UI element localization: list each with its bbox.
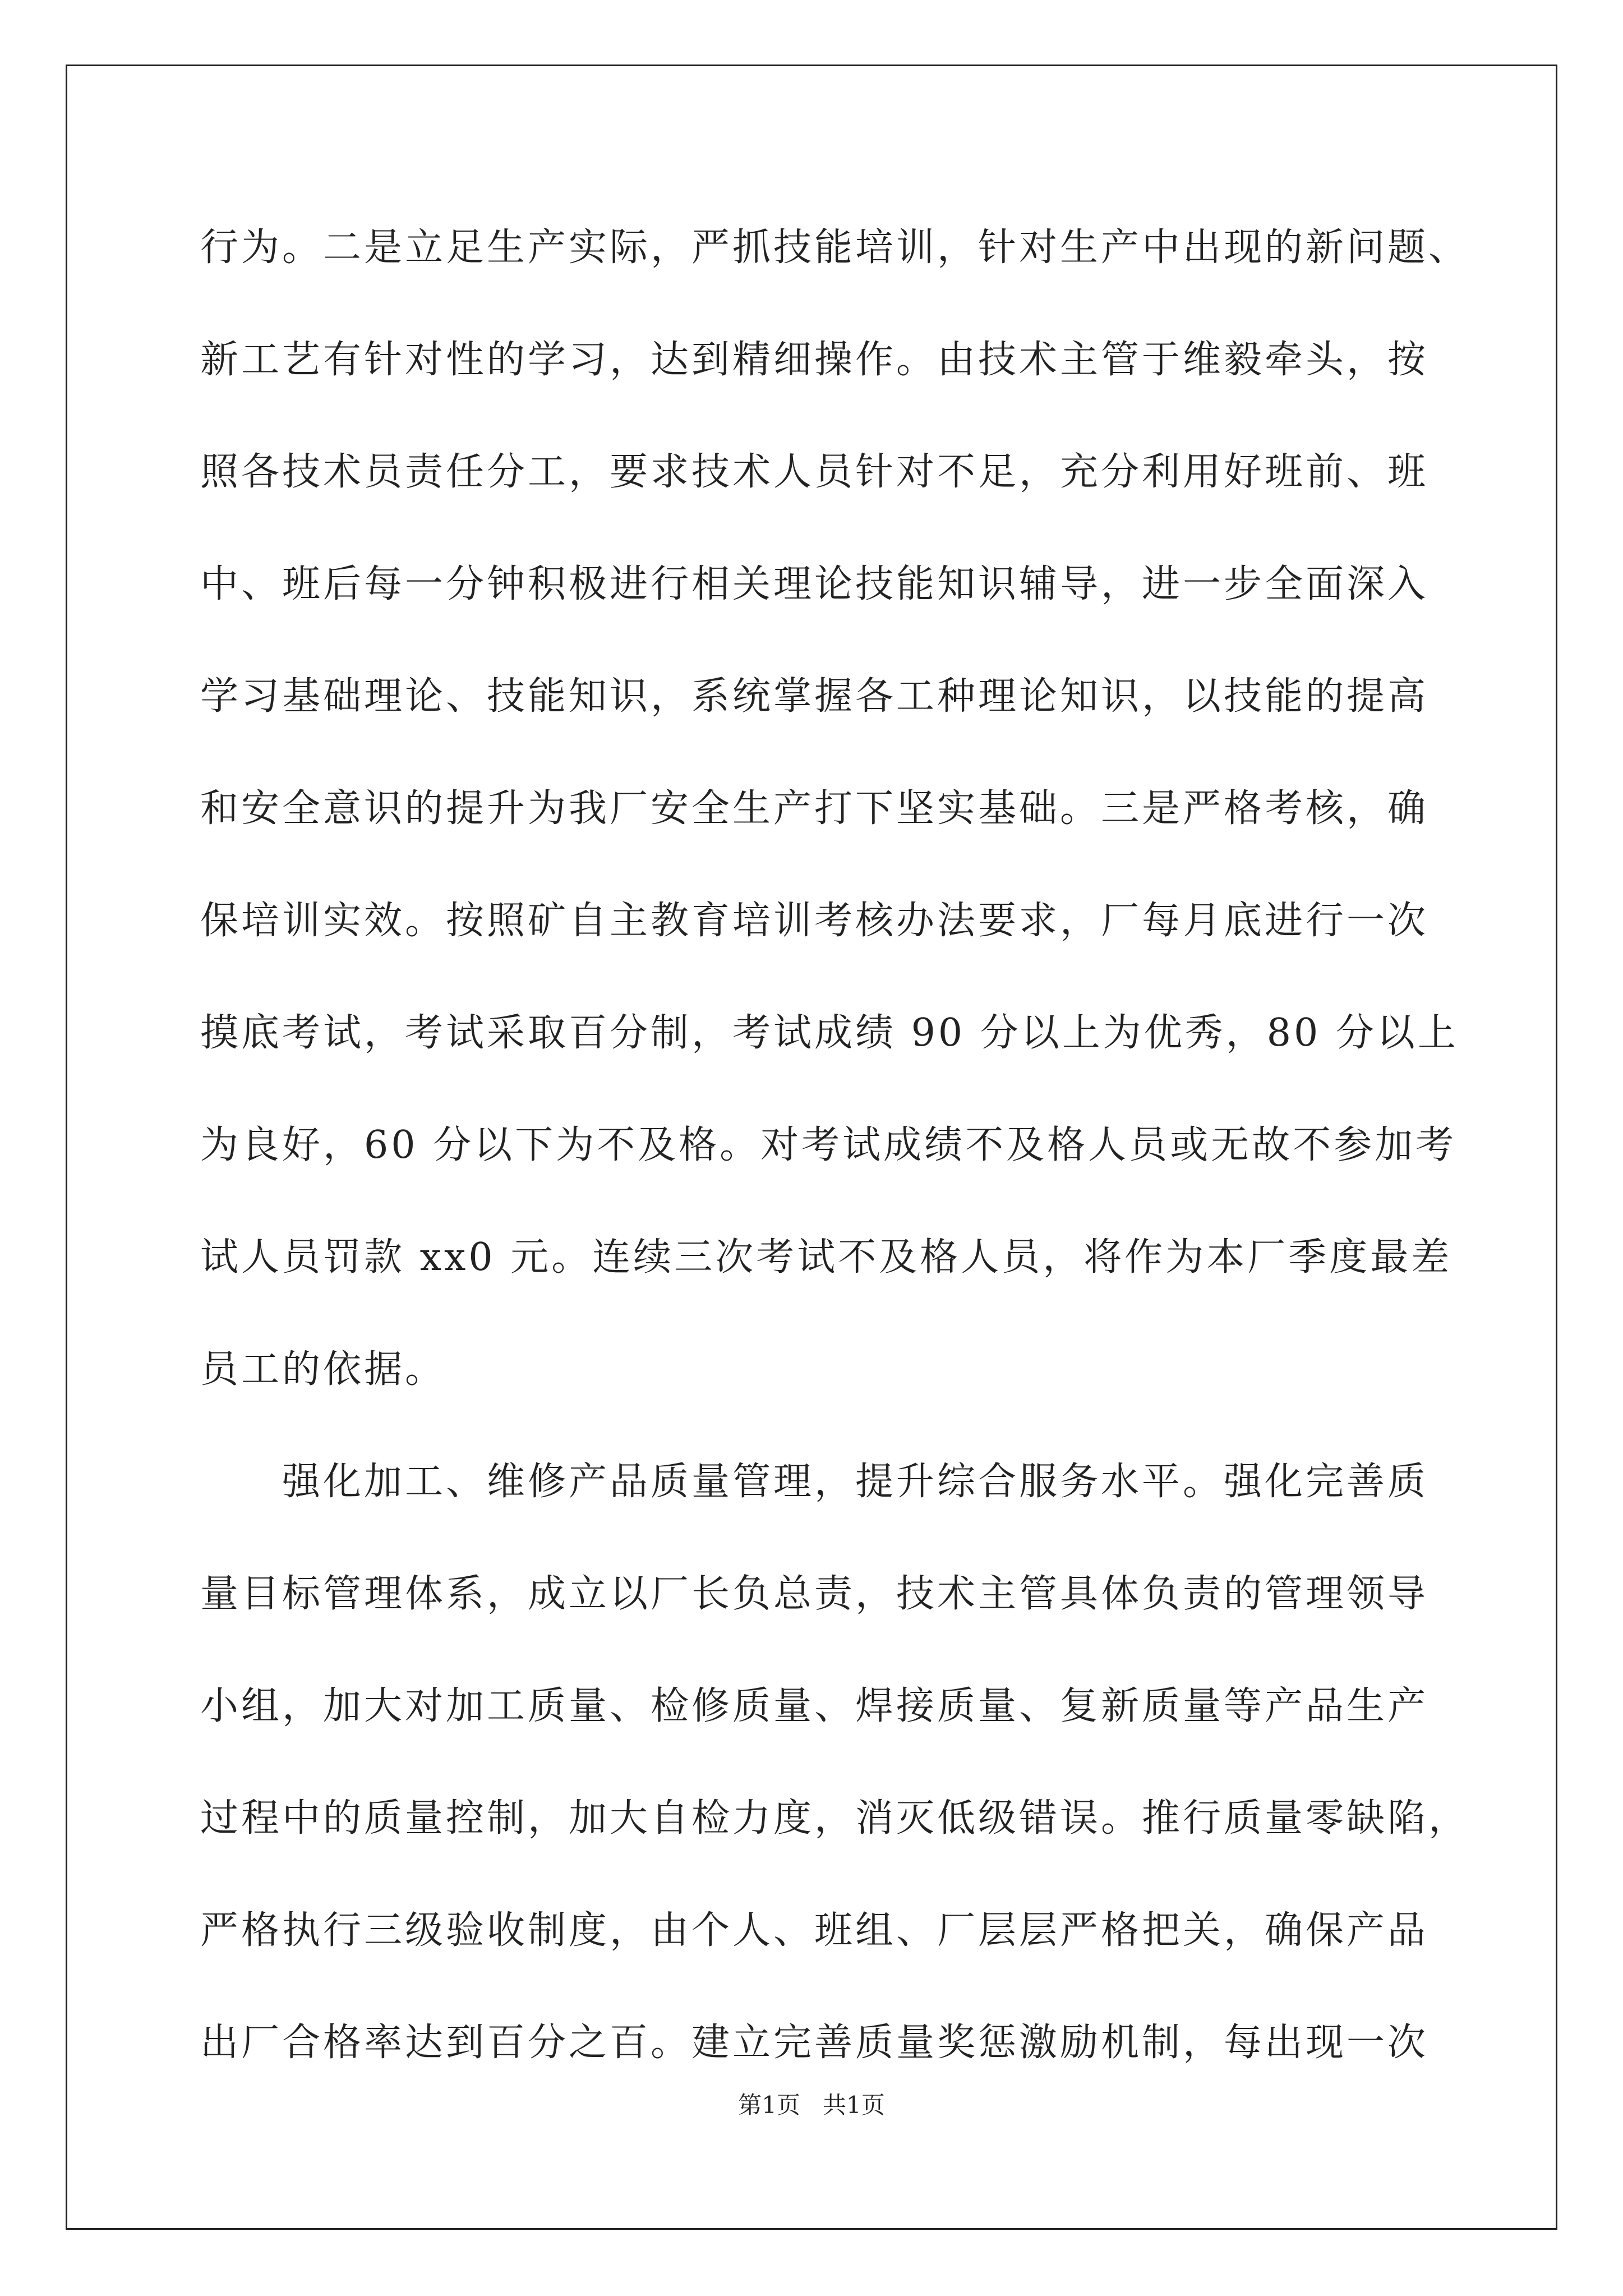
body-line-10: 试人员罚款 xx0 元。连续三次考试不及格人员，将作为本厂季度最差: [200, 1235, 1453, 1280]
body-line-2: 新工艺有针对性的学习，达到精细操作。由技术主管于维毅牵头，按: [200, 338, 1429, 382]
body-line-1: 行为。二是立足生产实际，严抓技能培训，针对生产中出现的新问题、: [200, 226, 1470, 270]
body-line-11: 员工的依据。: [200, 1347, 446, 1392]
body-line-17: 出厂合格率达到百分之百。建立完善质量奖惩激励机制，每出现一次: [200, 2021, 1429, 2065]
body-line-14: 小组，加大对加工质量、检修质量、焊接质量、复新质量等产品生产: [200, 1684, 1429, 1728]
body-line-5: 学习基础理论、技能知识，系统掌握各工种理论知识，以技能的提高: [200, 674, 1429, 719]
body-line-3: 照各技术员责任分工，要求技术人员针对不足，充分利用好班前、班: [200, 450, 1429, 494]
body-line-7: 保培训实效。按照矿自主教育培训考核办法要求，厂每月底进行一次: [200, 899, 1429, 943]
body-line-16: 严格执行三级验收制度，由个人、班组、厂层层严格把关，确保产品: [200, 1908, 1429, 1953]
paragraph-2-first-line: 强化加工、维修产品质量管理，提升综合服务水平。强化完善质: [282, 1460, 1429, 1504]
body-line-15: 过程中的质量控制，加大自检力度，消灭低级错误。推行质量零缺陷，: [200, 1796, 1470, 1841]
page-number-footer: 第1页 共1页: [738, 2091, 885, 2119]
body-line-8: 摸底考试，考试采取百分制，考试成绩 90 分以上为优秀，80 分以上: [200, 1011, 1459, 1055]
body-line-9: 为良好，60 分以下为不及格。对考试成绩不及格人员或无故不参加考: [200, 1123, 1457, 1167]
body-line-6: 和安全意识的提升为我厂安全生产打下坚实基础。三是严格考核，确: [200, 786, 1429, 831]
body-line-4: 中、班后每一分钟积极进行相关理论技能知识辅导，进一步全面深入: [200, 562, 1429, 606]
body-line-13: 量目标管理体系，成立以厂长负总责，技术主管具体负责的管理领导: [200, 1572, 1429, 1616]
